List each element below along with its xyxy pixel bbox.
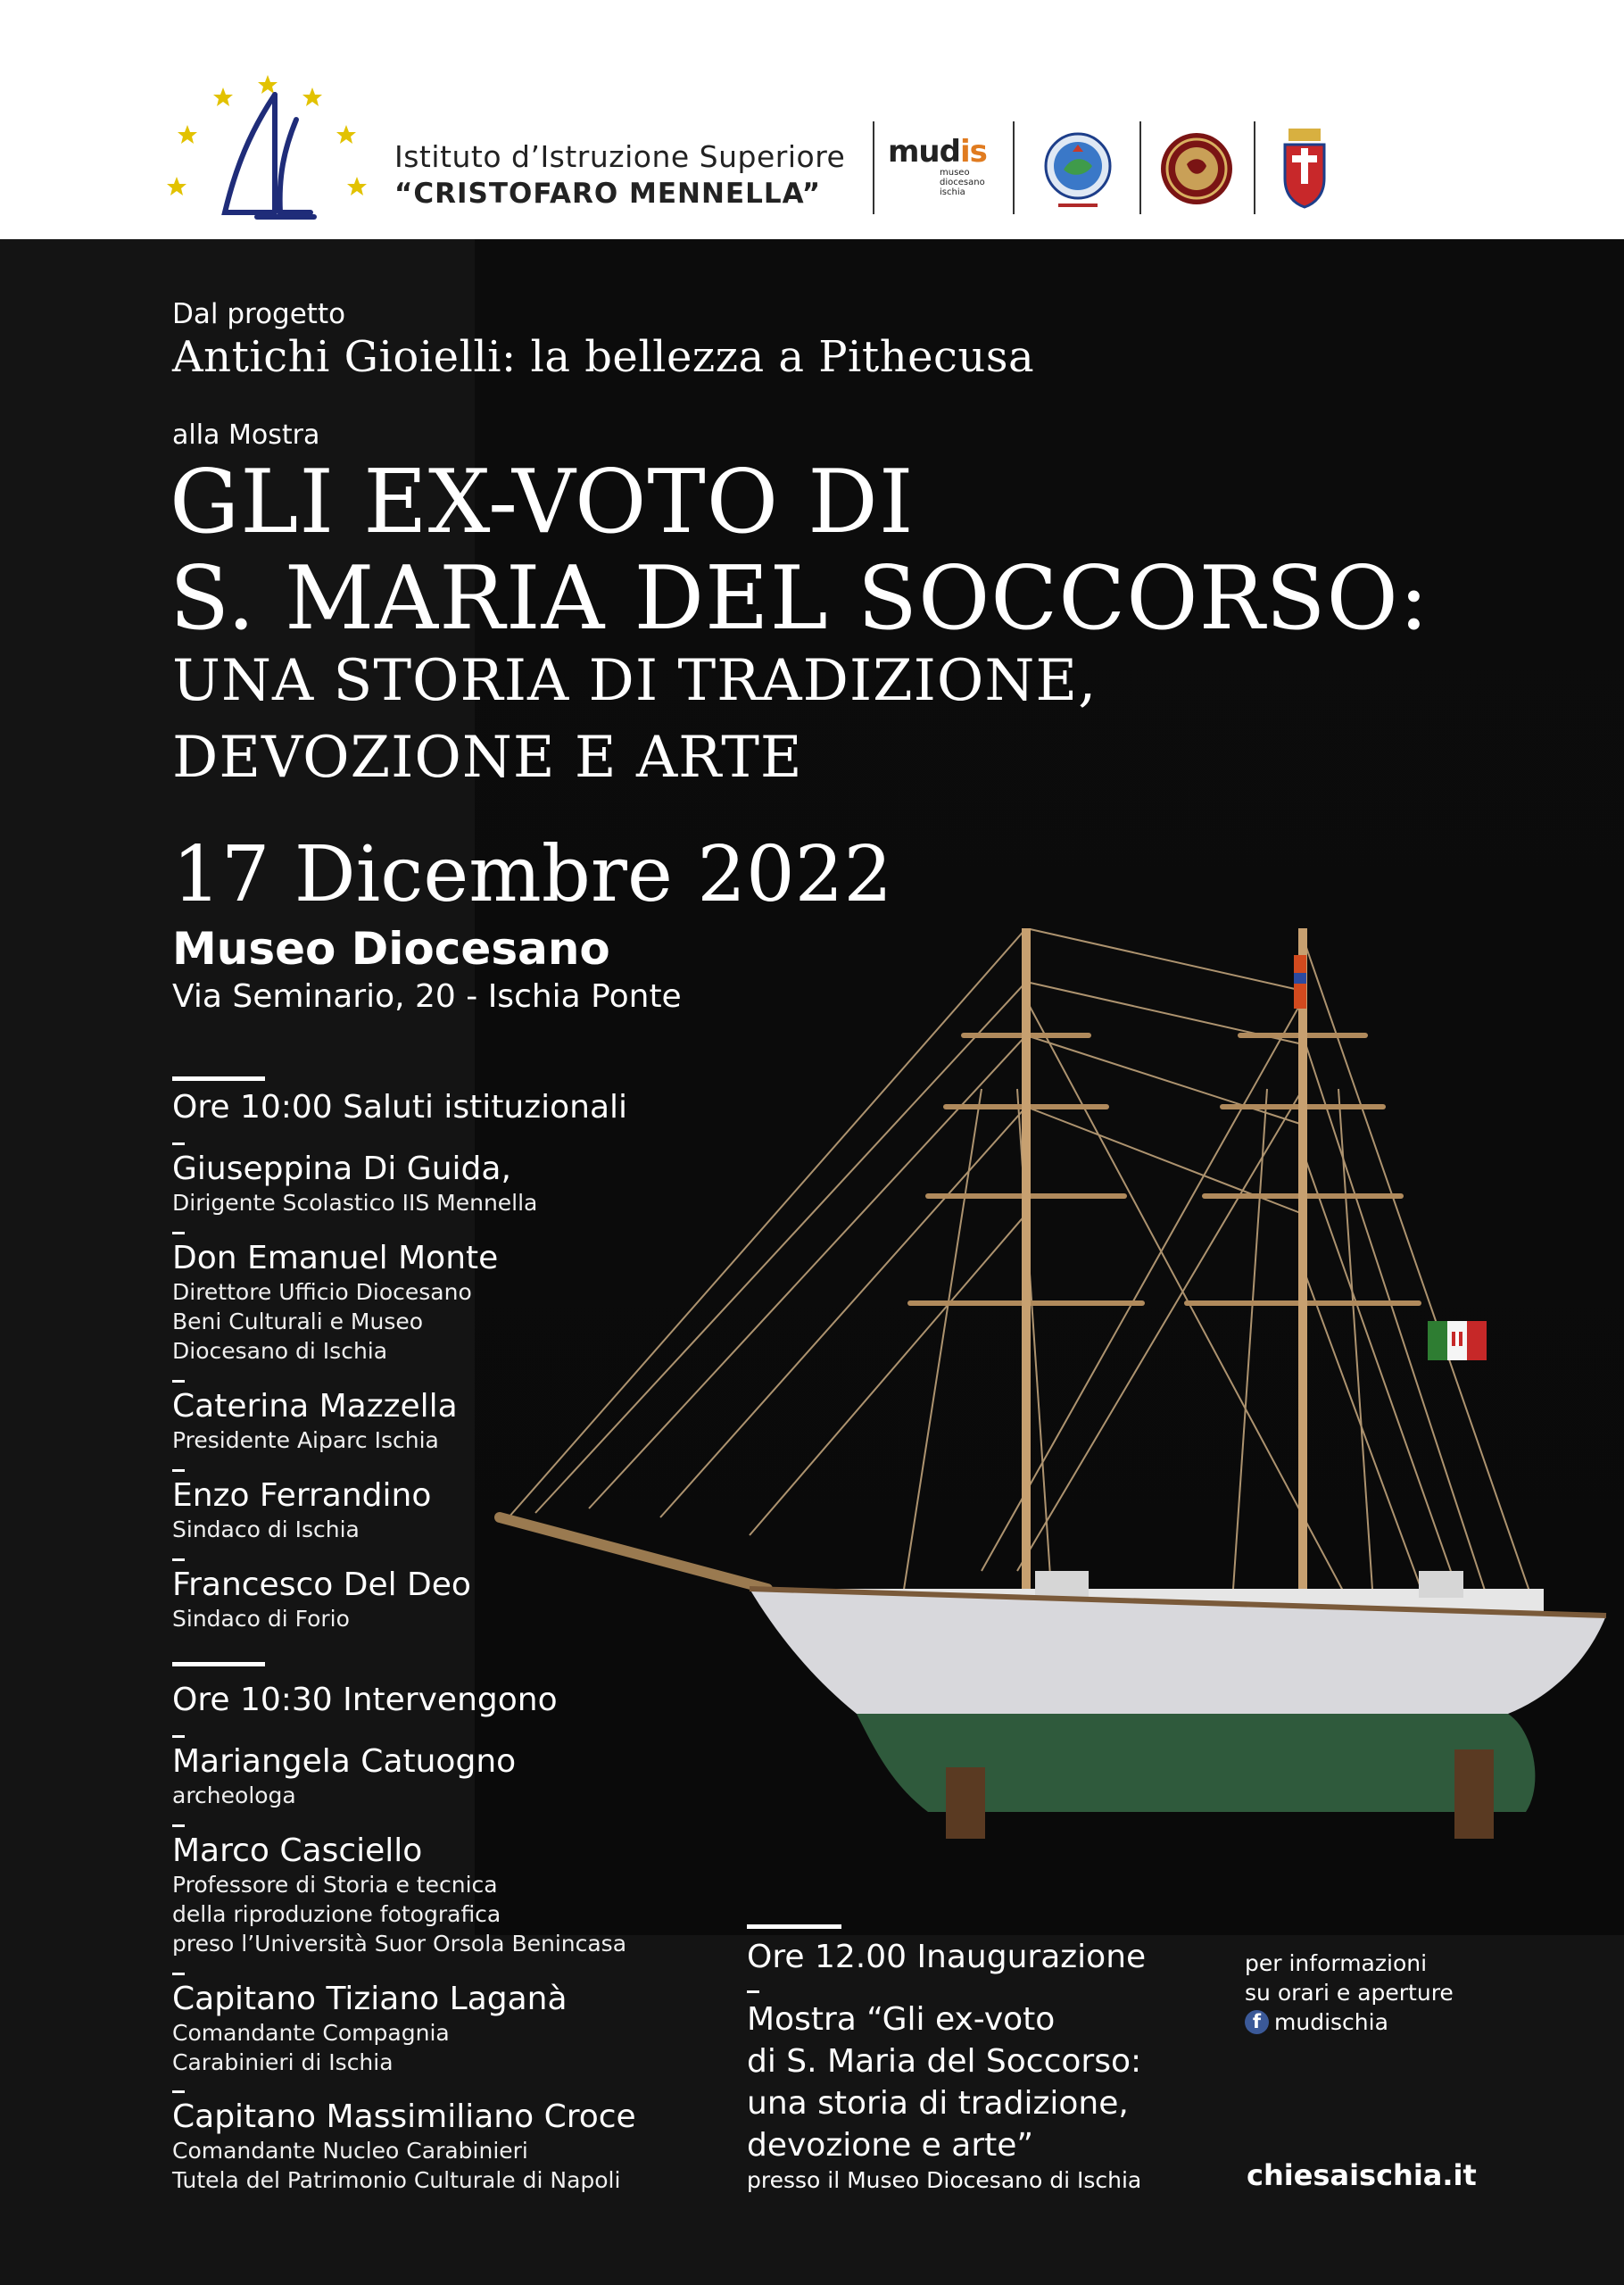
- dash: [172, 1380, 185, 1383]
- facebook-icon: f: [1245, 2010, 1269, 2034]
- seal-emblem-icon: [1158, 130, 1235, 207]
- intro-label: Dal progetto: [172, 298, 346, 330]
- info-block: [1245, 1948, 1454, 2037]
- carabinieri-crest-icon: [1278, 125, 1331, 211]
- dash: [747, 1990, 759, 1993]
- speaker-name: Capitano Massimiliano Croce: [172, 2098, 636, 2135]
- speaker-role: Direttore Ufficio Diocesano Beni Culturali e Museo Diocesano di Ischia: [172, 1279, 472, 1364]
- speaker-item: [172, 1824, 626, 1958]
- social-handle: mudischia: [1274, 2009, 1388, 2035]
- speaker-name: Marco Casciello: [172, 1832, 423, 1869]
- dash: [172, 1469, 185, 1472]
- dash: [172, 1232, 185, 1234]
- speaker-name: Don Emanuel Monte: [172, 1240, 499, 1276]
- website-link[interactable]: chiesaischia.it: [1247, 2158, 1477, 2192]
- inauguration-description: Mostra “Gli ex-voto di S. Maria del Soccorso: una storia di tradizione, devozione e arte”: [747, 2001, 1142, 2164]
- social-link[interactable]: [1245, 2007, 1454, 2037]
- inauguration-place: presso il Museo Diocesano di Ischia: [747, 2167, 1142, 2193]
- speaker-item: [172, 1469, 431, 1544]
- ship-model-illustration: [482, 928, 1624, 1839]
- speaker-name: Giuseppina Di Guida,: [172, 1151, 511, 1187]
- speaker-role: Professore di Storia e tecnica della riproduzione fotografica preso l’Università Suor Orsola Benincasa: [172, 1872, 627, 1957]
- speaker-item: [172, 1232, 498, 1366]
- header-divider: [1139, 121, 1141, 214]
- speaker-role: Comandante Nucleo Carabinieri Tutela del Patrimonio Culturale di Napoli: [172, 2138, 621, 2193]
- venue-name: Museo Diocesano: [172, 923, 610, 975]
- subtitle-line2: DEVOZIONE E ARTE: [172, 725, 803, 791]
- speaker-item: [172, 1973, 568, 2077]
- venue-address: Via Seminario, 20 - Ischia Ponte: [172, 978, 682, 1015]
- speaker-name: Enzo Ferrandino: [172, 1477, 432, 1514]
- speaker-item: [172, 1735, 516, 1810]
- section-rule: [747, 1924, 841, 1929]
- subtitle-line1: UNA STORIA DI TRADIZIONE,: [172, 648, 1098, 714]
- exhibition-label: alla Mostra: [172, 420, 320, 451]
- speaker-item: [172, 1558, 471, 1633]
- section-title-saluti: Ore 10:00 Saluti istituzionali: [172, 1089, 628, 1126]
- main-title-line1: GLI EX-VOTO DI: [170, 452, 915, 553]
- inauguration-block: [747, 1939, 1146, 2195]
- section-rule: [172, 1076, 265, 1081]
- info-text: per informazioni su orari e aperture: [1245, 1950, 1454, 2006]
- aiparc-emblem-icon: [1040, 125, 1115, 214]
- dash: [172, 1824, 185, 1827]
- section-rule: [172, 1662, 265, 1666]
- italian-flag: [1428, 1321, 1487, 1360]
- header-bar: [0, 0, 1624, 239]
- mudis-logo: [888, 134, 995, 205]
- speaker-item: [172, 1142, 537, 1217]
- mudis-wordmark: mudis: [888, 134, 987, 170]
- header-divider: [873, 121, 874, 214]
- mudis-subtitle: museo diocesano ischia: [940, 168, 985, 197]
- header-divider: [1254, 121, 1255, 214]
- dash: [172, 2090, 185, 2093]
- dash: [172, 1973, 185, 1975]
- speaker-role: Presidente Aiparc Ischia: [172, 1427, 439, 1453]
- project-title: Antichi Gioielli: la bellezza a Pithecusa: [172, 332, 1035, 382]
- section-title-intervengono: Ore 10:30 Intervengono: [172, 1682, 558, 1718]
- speaker-role: archeologa: [172, 1782, 296, 1808]
- speaker-name: Mariangela Catuogno: [172, 1743, 517, 1780]
- speaker-name: Francesco Del Deo: [172, 1566, 471, 1603]
- speaker-role: Dirigente Scolastico IIS Mennella: [172, 1190, 538, 1216]
- speaker-role: Sindaco di Ischia: [172, 1516, 360, 1542]
- speaker-item: [172, 2090, 636, 2195]
- institute-name-line2: “CRISTOFARO MENNELLA”: [394, 178, 822, 210]
- dash: [172, 1558, 185, 1561]
- speaker-name: Caterina Mazzella: [172, 1388, 458, 1425]
- speaker-role: Comandante Compagnia Carabinieri di Ischia: [172, 2020, 450, 2075]
- header-divider: [1013, 121, 1015, 214]
- inauguration-title: Ore 12.00 Inaugurazione: [747, 1939, 1147, 1975]
- event-date: 17 Dicembre 2022: [172, 830, 893, 919]
- institute-logo-icon: [161, 70, 375, 230]
- dash: [172, 1735, 185, 1738]
- institute-name-line1: Istituto d’Istruzione Superiore: [394, 139, 846, 174]
- main-title-line2: S. MARIA DEL SOCCORSO:: [170, 548, 1429, 650]
- speaker-item: [172, 1380, 458, 1455]
- speaker-role: Sindaco di Forio: [172, 1606, 350, 1632]
- speaker-name: Capitano Tiziano Laganà: [172, 1981, 568, 2017]
- dash: [172, 1142, 185, 1145]
